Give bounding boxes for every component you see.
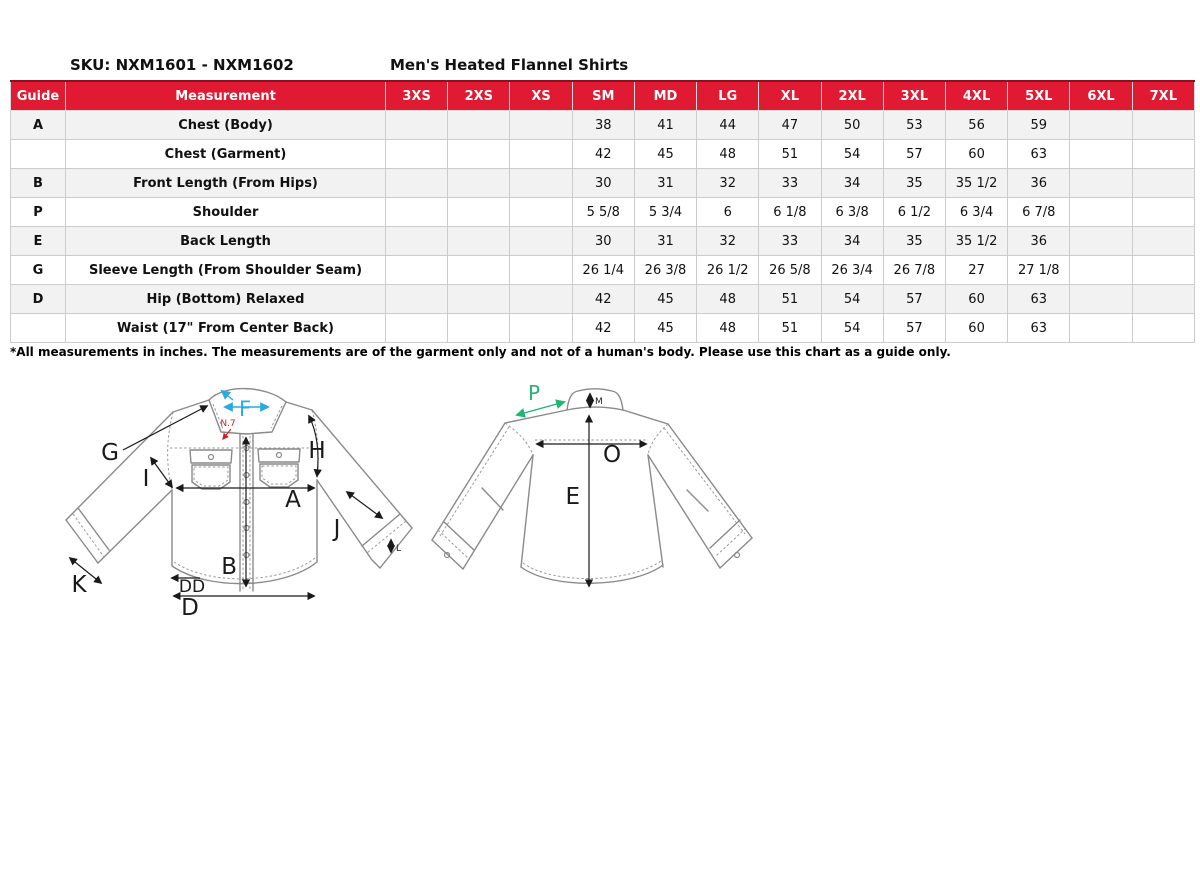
- back-shirt-labels: [528, 381, 621, 510]
- value-cell: 36: [1008, 169, 1070, 198]
- label-hem-dd: DD: [178, 577, 206, 597]
- value-cell: 63: [1008, 140, 1070, 169]
- column-header-guide: Guide: [11, 81, 66, 111]
- table-row: [11, 140, 1195, 169]
- column-header-2xl: 2XL: [821, 81, 883, 111]
- value-cell: [1070, 169, 1132, 198]
- value-cell: 48: [697, 314, 759, 343]
- value-cell: 54: [821, 314, 883, 343]
- value-cell: 45: [634, 285, 696, 314]
- size-table: [10, 80, 1195, 343]
- value-cell: 38: [572, 111, 634, 140]
- table-row: [11, 111, 1195, 140]
- guide-cell: A: [11, 111, 66, 140]
- value-cell: 31: [634, 227, 696, 256]
- value-cell: 59: [1008, 111, 1070, 140]
- value-cell: 57: [883, 140, 945, 169]
- value-cell: 36: [1008, 227, 1070, 256]
- value-cell: 44: [697, 111, 759, 140]
- value-cell: [386, 169, 448, 198]
- label-armhole-i: I: [142, 466, 150, 492]
- value-cell: 60: [945, 140, 1007, 169]
- value-cell: 63: [1008, 314, 1070, 343]
- label-cuff-k: K: [71, 572, 87, 598]
- value-cell: 26 1/2: [697, 256, 759, 285]
- value-cell: 47: [759, 111, 821, 140]
- value-cell: [386, 314, 448, 343]
- value-cell: [448, 285, 510, 314]
- table-row: [11, 314, 1195, 343]
- value-cell: 5 5/8: [572, 198, 634, 227]
- value-cell: [510, 285, 572, 314]
- value-cell: [510, 314, 572, 343]
- size-table-body: [11, 111, 1195, 343]
- value-cell: 30: [572, 169, 634, 198]
- value-cell: 50: [821, 111, 883, 140]
- value-cell: 6 1/8: [759, 198, 821, 227]
- value-cell: [386, 285, 448, 314]
- value-cell: [1132, 198, 1194, 227]
- value-cell: 34: [821, 169, 883, 198]
- value-cell: 27: [945, 256, 1007, 285]
- value-cell: 57: [883, 285, 945, 314]
- value-cell: [510, 198, 572, 227]
- size-table-header: [11, 81, 1195, 111]
- column-header-6xl: 6XL: [1070, 81, 1132, 111]
- label-bottom-d: D: [181, 595, 199, 621]
- title-bar: [0, 56, 1200, 78]
- guide-cell: D: [11, 285, 66, 314]
- value-cell: 45: [634, 314, 696, 343]
- front-shirt-labels: [71, 397, 401, 621]
- value-cell: 35 1/2: [945, 227, 1007, 256]
- value-cell: 51: [759, 314, 821, 343]
- value-cell: 51: [759, 285, 821, 314]
- label-front-length-b: B: [221, 554, 237, 580]
- value-cell: [1070, 140, 1132, 169]
- value-cell: 6 3/4: [945, 198, 1007, 227]
- value-cell: [1070, 227, 1132, 256]
- guide-cell: G: [11, 256, 66, 285]
- value-cell: [386, 227, 448, 256]
- value-cell: 63: [1008, 285, 1070, 314]
- value-cell: [386, 140, 448, 169]
- column-header-2xs: 2XS: [448, 81, 510, 111]
- value-cell: [510, 227, 572, 256]
- value-cell: 32: [697, 169, 759, 198]
- value-cell: [386, 256, 448, 285]
- value-cell: 26 7/8: [883, 256, 945, 285]
- value-cell: 6 1/2: [883, 198, 945, 227]
- measurement-cell: Front Length (From Hips): [66, 169, 386, 198]
- value-cell: 42: [572, 285, 634, 314]
- header-row: [11, 81, 1195, 111]
- value-cell: 42: [572, 140, 634, 169]
- value-cell: [448, 314, 510, 343]
- value-cell: [1132, 256, 1194, 285]
- table-row: [11, 198, 1195, 227]
- value-cell: [386, 198, 448, 227]
- value-cell: 26 3/4: [821, 256, 883, 285]
- value-cell: 45: [634, 140, 696, 169]
- value-cell: 54: [821, 140, 883, 169]
- value-cell: 35: [883, 169, 945, 198]
- value-cell: [1132, 140, 1194, 169]
- value-cell: [1070, 285, 1132, 314]
- value-cell: [386, 111, 448, 140]
- value-cell: 54: [821, 285, 883, 314]
- column-header-7xl: 7XL: [1132, 81, 1194, 111]
- value-cell: 60: [945, 285, 1007, 314]
- label-back-length-e: E: [565, 484, 580, 510]
- label-sleeve-g: G: [101, 440, 119, 466]
- guide-cell: B: [11, 169, 66, 198]
- value-cell: [448, 111, 510, 140]
- value-cell: [510, 140, 572, 169]
- value-cell: 35: [883, 227, 945, 256]
- value-cell: 42: [572, 314, 634, 343]
- value-cell: 6: [697, 198, 759, 227]
- footnote: *All measurements in inches. The measurements are of the garment only and not of a human's body. Please use this chart as a guide only.: [10, 345, 951, 359]
- value-cell: 35 1/2: [945, 169, 1007, 198]
- label-chest-a: A: [285, 487, 301, 513]
- guide-cell: E: [11, 227, 66, 256]
- value-cell: 51: [759, 140, 821, 169]
- value-cell: [448, 169, 510, 198]
- value-cell: [1070, 256, 1132, 285]
- value-cell: 53: [883, 111, 945, 140]
- guide-cell: P: [11, 198, 66, 227]
- value-cell: [510, 256, 572, 285]
- value-cell: [1132, 169, 1194, 198]
- value-cell: [448, 256, 510, 285]
- value-cell: 27 1/8: [1008, 256, 1070, 285]
- value-cell: [510, 111, 572, 140]
- value-cell: 33: [759, 227, 821, 256]
- back-shirt-measure-marks: [517, 394, 646, 586]
- value-cell: 41: [634, 111, 696, 140]
- value-cell: 33: [759, 169, 821, 198]
- sku-label: SKU: NXM1601 - NXM1602: [70, 56, 294, 74]
- value-cell: [510, 169, 572, 198]
- value-cell: [1070, 198, 1132, 227]
- label-shoulder-p: P: [527, 381, 541, 405]
- value-cell: [1132, 227, 1194, 256]
- measurement-cell: Waist (17" From Center Back): [66, 314, 386, 343]
- measurement-cell: Sleeve Length (From Shoulder Seam): [66, 256, 386, 285]
- label-back-width-o: O: [602, 442, 622, 468]
- value-cell: 34: [821, 227, 883, 256]
- column-header-xs: XS: [510, 81, 572, 111]
- value-cell: 48: [697, 285, 759, 314]
- value-cell: [1070, 111, 1132, 140]
- value-cell: 30: [572, 227, 634, 256]
- column-header-md: MD: [634, 81, 696, 111]
- value-cell: [1070, 314, 1132, 343]
- column-header-measurement: Measurement: [66, 81, 386, 111]
- guide-cell: [11, 314, 66, 343]
- label-cuff-l: L: [396, 544, 402, 554]
- value-cell: 26 5/8: [759, 256, 821, 285]
- value-cell: 6 7/8: [1008, 198, 1070, 227]
- value-cell: 31: [634, 169, 696, 198]
- table-row: [11, 256, 1195, 285]
- value-cell: [448, 140, 510, 169]
- value-cell: [448, 198, 510, 227]
- value-cell: [1132, 314, 1194, 343]
- value-cell: 57: [883, 314, 945, 343]
- measurement-cell: Chest (Garment): [66, 140, 386, 169]
- value-cell: [1132, 285, 1194, 314]
- shirt-measurement-diagram: [0, 370, 1200, 670]
- measurement-cell: Back Length: [66, 227, 386, 256]
- column-header-3xl: 3XL: [883, 81, 945, 111]
- value-cell: 26 3/8: [634, 256, 696, 285]
- measurement-cell: Shoulder: [66, 198, 386, 227]
- label-armhole-h: H: [308, 438, 326, 464]
- back-shirt-drawing: [432, 389, 752, 584]
- value-cell: 6 3/8: [821, 198, 883, 227]
- column-header-lg: LG: [697, 81, 759, 111]
- measurement-cell: Chest (Body): [66, 111, 386, 140]
- label-collar-f: F: [238, 397, 252, 421]
- column-header-5xl: 5XL: [1008, 81, 1070, 111]
- table-row: [11, 285, 1195, 314]
- column-header-sm: SM: [572, 81, 634, 111]
- measurement-cell: Hip (Bottom) Relaxed: [66, 285, 386, 314]
- value-cell: 60: [945, 314, 1007, 343]
- label-collar-n7: N.7: [220, 419, 236, 429]
- table-row: [11, 169, 1195, 198]
- column-header-4xl: 4XL: [945, 81, 1007, 111]
- value-cell: 26 1/4: [572, 256, 634, 285]
- label-sleeve-j: J: [333, 516, 341, 542]
- table-row: [11, 227, 1195, 256]
- value-cell: 32: [697, 227, 759, 256]
- label-collar-m: M: [595, 397, 603, 407]
- value-cell: [448, 227, 510, 256]
- value-cell: 56: [945, 111, 1007, 140]
- value-cell: [1132, 111, 1194, 140]
- page-title: Men's Heated Flannel Shirts: [390, 56, 629, 74]
- value-cell: 48: [697, 140, 759, 169]
- column-header-xl: XL: [759, 81, 821, 111]
- column-header-3xs: 3XS: [386, 81, 448, 111]
- value-cell: 5 3/4: [634, 198, 696, 227]
- guide-cell: [11, 140, 66, 169]
